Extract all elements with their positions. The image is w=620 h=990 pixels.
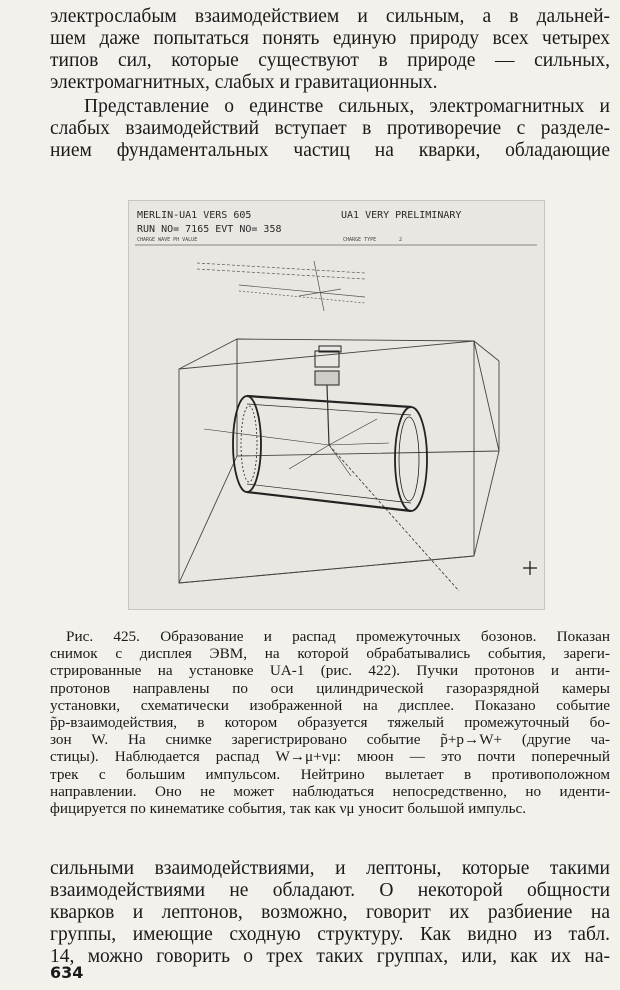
display-subheader-left: CHARGE WAVE PH VALUE xyxy=(137,237,198,243)
caption-line: снимок с дисплея ЭВМ, на которой обрабатывались события, зареги- xyxy=(50,645,610,663)
display-subheader-value: 2 xyxy=(399,237,403,243)
caption-line: установки, схематически изображенной на дисплее. Показано событие xyxy=(50,696,610,714)
text-line: группы, имеющие сходную структуру. Как видно из табл. xyxy=(50,924,610,945)
text-line: типов сил, которые существуют в природе — сильных, xyxy=(50,50,610,71)
display-run-info: RUN NO= 7165 EVT NO= 358 xyxy=(137,224,282,235)
text-line: электрослабым взаимодействием и сильным, а в дальней- xyxy=(50,6,610,27)
caption-line: зон W. На снимке зарегистрировано событие p̃+p→W+ (другие ча- xyxy=(50,731,610,749)
caption-line: фицируется по кинематике события, так как νμ уносит большой импульс. xyxy=(50,800,527,818)
paragraph-unity xyxy=(50,96,610,162)
caption-line: стрированные на установке UA-1 (рис. 422). Пучки протонов и анти- xyxy=(50,662,610,680)
text-line: 14, можно говорить о трех таких группах, или, как их на- xyxy=(50,946,610,967)
text-line: взаимодействиями не обладают. О некоторой общности xyxy=(50,880,610,901)
caption-line: p̃p-взаимодействия, в котором образуется тяжелый промежуточный бо- xyxy=(50,714,610,732)
caption-line: Рис. 425. Образование и распад промежуточных бозонов. Показан xyxy=(66,628,610,645)
text-line: шем даже попытаться понять единую природу всех четырех xyxy=(50,28,610,49)
page-number: 634 xyxy=(50,963,84,982)
display-header-right: UA1 VERY PRELIMINARY xyxy=(341,210,462,221)
text-line: нием фундаментальных частиц на кварки, обладающие xyxy=(50,140,610,161)
text-line: слабых взаимодействий вступает в противоречие с разделе- xyxy=(50,118,610,139)
event-display-figure xyxy=(128,200,545,610)
text-line: электромагнитных, слабых и гравитационных. xyxy=(50,72,438,93)
caption-line: направлении. Оно не может наблюдаться непосредственно, но иденти- xyxy=(50,782,610,800)
paragraph-leptons xyxy=(50,858,610,968)
caption-line: стицы). Наблюдается распад W→μ+νμ: мюон — это почти поперечный xyxy=(50,748,610,766)
caption-line: протонов направлены по оси цилиндрической газоразрядной камеры xyxy=(50,679,610,697)
paragraph-continuation xyxy=(50,6,610,94)
text-line: Представление о единстве сильных, электромагнитных и xyxy=(84,96,610,117)
text-line: кварков и лептонов, возможно, говорит их разбиение на xyxy=(50,902,610,923)
figure-caption xyxy=(50,628,610,817)
caption-line: трек с большим импульсом. Нейтрино вылетает в противоположном xyxy=(50,765,610,783)
display-subheader-right: CHARGE TYPE xyxy=(343,237,377,243)
display-header-left: MERLIN-UA1 VERS 605 xyxy=(137,210,252,221)
text-line: сильными взаимодействиями, и лептоны, которые такими xyxy=(50,858,610,879)
